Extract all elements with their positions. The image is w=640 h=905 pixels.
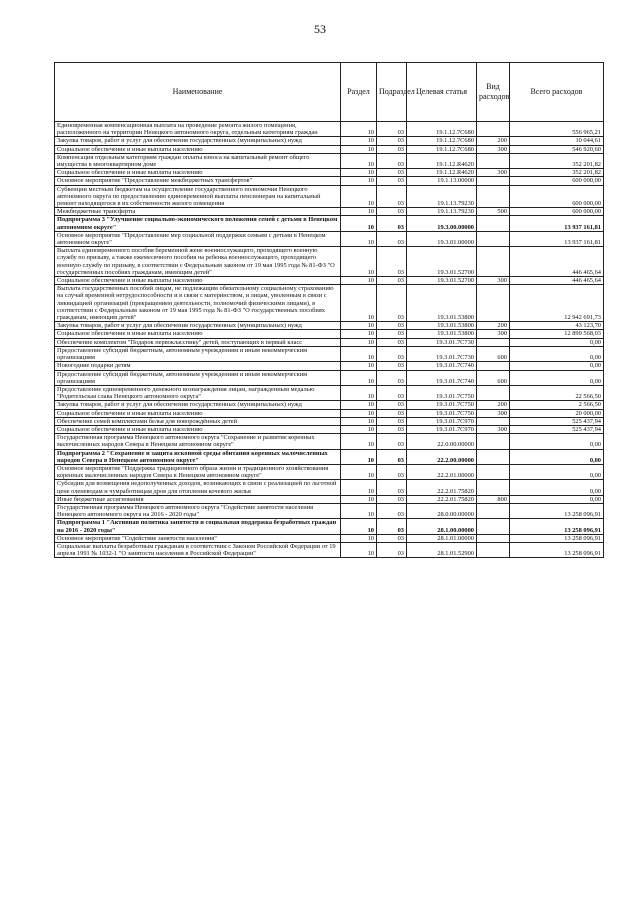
row-expense-type: 500: [477, 208, 510, 216]
row-section: 10: [341, 169, 377, 177]
row-section: 10: [341, 208, 377, 216]
row-name: Выплата единовременного пособия беременной жене военнослужащего, проходящего военную службу по призыву, а также ежемесячного пособия на ребенка военнослужащего, проходящего военную службу по призыву, в соответствии с Федеральным законом от 19 мая 1995 года № 81-ФЗ "О государственных пособиях гражданам, имеющим детей": [55, 247, 341, 277]
row-section: 10: [341, 247, 377, 277]
row-subsection: 03: [377, 346, 407, 361]
row-subsection: 03: [377, 480, 407, 495]
table-row: [55, 542, 604, 557]
row-subsection: 03: [377, 330, 407, 338]
row-name: Социальное обеспечение и иные выплаты населению: [55, 169, 341, 177]
row-section: 10: [341, 464, 377, 479]
row-total: 0,00: [510, 464, 604, 479]
row-section: 10: [341, 177, 377, 185]
row-target: 19.1.13.79230: [407, 208, 477, 216]
row-total: 600 000,00: [510, 177, 604, 185]
row-expense-type: [477, 385, 510, 400]
table-row: [55, 137, 604, 145]
table-row: [55, 285, 604, 322]
header-name: Наименование: [55, 63, 341, 122]
row-name: Субсидии для возмещения недополученных доходов, возникающих в связи с реализацией по льготной цене оленеводам и чумработницам дров для отопления кочевого жилья: [55, 480, 341, 495]
row-name: Закупка товаров, работ и услуг для обеспечения государственных (муниципальных) нужд: [55, 322, 341, 330]
row-target: 19.1.12.R4620: [407, 153, 477, 168]
row-expense-type: [477, 285, 510, 322]
row-target: 28.1.01.00000: [407, 534, 477, 542]
row-target: 19.3.01.52700: [407, 247, 477, 277]
table-body: [55, 122, 604, 558]
row-name: Основное мероприятие "Предоставление межбюджетных трансфертов": [55, 177, 341, 185]
row-subsection: 03: [377, 434, 407, 449]
row-target: 28.1.00.00000: [407, 519, 477, 534]
row-section: 10: [341, 322, 377, 330]
row-expense-type: 600: [477, 346, 510, 361]
row-expense-type: [477, 338, 510, 346]
row-target: 19.3.01.00000: [407, 231, 477, 246]
row-target: 19.3.01.53800: [407, 330, 477, 338]
row-name: Компенсация отдельным категориям граждан оплаты взноса на капитальный ремонт общего имущества в многоквартирном доме: [55, 153, 341, 168]
row-section: 10: [341, 434, 377, 449]
row-subsection: 03: [377, 401, 407, 409]
row-name: Социальные выплаты безработным гражданам в соответствии с Законом Российской Федерации от 19 апреля 1991 № 1032-1 "О занятости населения в Российской Федерации": [55, 542, 341, 557]
row-target: 19.1.12.7С680: [407, 137, 477, 145]
row-target: 19.1.12.7С680: [407, 145, 477, 153]
row-expense-type: 300: [477, 330, 510, 338]
row-subsection: 03: [377, 542, 407, 557]
row-name: Социальное обеспечение и иные выплаты населению: [55, 409, 341, 417]
row-section: 10: [341, 401, 377, 409]
row-target: 19.3.01.7С750: [407, 385, 477, 400]
table-row: [55, 370, 604, 385]
row-total: 546 920,60: [510, 145, 604, 153]
page-number: 53: [314, 22, 326, 36]
row-subsection: 03: [377, 425, 407, 433]
row-section: 10: [341, 137, 377, 145]
table-row: [55, 534, 604, 542]
row-section: 10: [341, 417, 377, 425]
row-expense-type: [477, 417, 510, 425]
row-target: 19.3.01.7С970: [407, 425, 477, 433]
row-name: Подпрограмма 2 "Сохранение и защита исконной среды обитания коренных малочисленных народов Севера в Ненецком автономном округе": [55, 449, 341, 464]
row-subsection: 03: [377, 177, 407, 185]
row-expense-type: [477, 464, 510, 479]
table-row: [55, 519, 604, 534]
row-total: 22 566,50: [510, 385, 604, 400]
row-total: 556 965,21: [510, 122, 604, 137]
row-section: 10: [341, 338, 377, 346]
row-subsection: 03: [377, 185, 407, 208]
row-name: Обеспечение комплектом "Подарок первокласснику" детей, поступающих в первый класс: [55, 338, 341, 346]
budget-table: [54, 62, 604, 558]
row-total: 13 258 096,91: [510, 503, 604, 518]
row-name: Обеспечение семей комплектами белья для новорождённых детей: [55, 417, 341, 425]
row-expense-type: [477, 185, 510, 208]
row-expense-type: 300: [477, 145, 510, 153]
row-section: 10: [341, 122, 377, 137]
row-expense-type: [477, 534, 510, 542]
row-section: 10: [341, 277, 377, 285]
table-row: [55, 330, 604, 338]
table-row: [55, 409, 604, 417]
row-subsection: 03: [377, 449, 407, 464]
row-expense-type: [477, 519, 510, 534]
row-name: Социальное обеспечение и иные выплаты населению: [55, 425, 341, 433]
row-total: 525 437,94: [510, 425, 604, 433]
table-row: [55, 216, 604, 231]
row-total: 0,00: [510, 370, 604, 385]
row-expense-type: 600: [477, 370, 510, 385]
row-target: 19.3.01.7С750: [407, 401, 477, 409]
row-total: 352 201,82: [510, 169, 604, 177]
row-total: 20 000,00: [510, 409, 604, 417]
table-row: [55, 277, 604, 285]
row-name: Новогодние подарки детям: [55, 362, 341, 370]
row-name: Закупка товаров, работ и услуг для обеспечения государственных (муниципальных) нужд: [55, 137, 341, 145]
row-section: 10: [341, 425, 377, 433]
table-row: [55, 346, 604, 361]
row-section: 10: [341, 153, 377, 168]
row-name: Подпрограмма 1 "Активная политика занятости и социальная поддержка безработных граждан на 2016 - 2020 годы": [55, 519, 341, 534]
row-total: 12 899 568,03: [510, 330, 604, 338]
row-name: Единовременная компенсационная выплата на проведение ремонта жилого помещения, расположенного на территории Ненецкого автономного округа, отдельным категориям граждан: [55, 122, 341, 137]
row-subsection: 03: [377, 122, 407, 137]
row-expense-type: [477, 122, 510, 137]
row-expense-type: [477, 362, 510, 370]
row-expense-type: 300: [477, 425, 510, 433]
row-total: 13 937 161,81: [510, 231, 604, 246]
table-header-row: [55, 63, 604, 122]
row-subsection: 03: [377, 338, 407, 346]
table-row: [55, 434, 604, 449]
row-subsection: 03: [377, 216, 407, 231]
row-section: 10: [341, 503, 377, 518]
row-section: 10: [341, 534, 377, 542]
row-name: Субвенции местным бюджетам на осуществление государственного полномочия Ненецкого автономного округа по предоставлению единовременной выплаты пенсионерам на капитальный ремонт находящегося в их собственности жилого помещения: [55, 185, 341, 208]
table-row: [55, 122, 604, 137]
row-target: 28.1.01.52900: [407, 542, 477, 557]
row-section: 10: [341, 330, 377, 338]
row-total: 10 044,61: [510, 137, 604, 145]
row-target: 22.2.00.00000: [407, 449, 477, 464]
row-total: 0,00: [510, 338, 604, 346]
row-total: 0,00: [510, 480, 604, 495]
table-row: [55, 464, 604, 479]
row-section: 10: [341, 542, 377, 557]
row-subsection: 03: [377, 417, 407, 425]
table-row: [55, 145, 604, 153]
row-total: 0,00: [510, 449, 604, 464]
row-section: 10: [341, 449, 377, 464]
row-section: 10: [341, 346, 377, 361]
row-section: 10: [341, 409, 377, 417]
row-total: 0,00: [510, 434, 604, 449]
row-section: 10: [341, 231, 377, 246]
row-target: 19.3.01.7С970: [407, 417, 477, 425]
row-total: 43 123,70: [510, 322, 604, 330]
row-expense-type: [477, 153, 510, 168]
row-total: 0,00: [510, 362, 604, 370]
row-subsection: 03: [377, 385, 407, 400]
row-section: 10: [341, 362, 377, 370]
row-expense-type: [477, 503, 510, 518]
row-section: 10: [341, 216, 377, 231]
row-target: 22.0.00.00000: [407, 434, 477, 449]
row-name: Предоставление субсидий бюджетным, автономным учреждениям и иным некоммерческим организациям: [55, 346, 341, 361]
row-subsection: 03: [377, 169, 407, 177]
row-total: 13 937 161,81: [510, 216, 604, 231]
table-row: [55, 169, 604, 177]
row-target: 19.3.01.7С750: [407, 409, 477, 417]
table-row: [55, 185, 604, 208]
row-subsection: 03: [377, 208, 407, 216]
table-row: [55, 247, 604, 277]
row-total: 12 942 691,73: [510, 285, 604, 322]
header-subsection: Подраздел: [377, 63, 407, 122]
row-name: Межбюджетные трансферты: [55, 208, 341, 216]
row-target: 19.3.00.00000: [407, 216, 477, 231]
row-subsection: 03: [377, 464, 407, 479]
row-subsection: 03: [377, 153, 407, 168]
row-target: 19.3.01.7С740: [407, 370, 477, 385]
row-expense-type: [477, 177, 510, 185]
row-target: 19.1.12.7С680: [407, 122, 477, 137]
row-expense-type: [477, 449, 510, 464]
row-total: 525 437,94: [510, 417, 604, 425]
row-section: 10: [341, 145, 377, 153]
row-expense-type: [477, 216, 510, 231]
row-section: 10: [341, 519, 377, 534]
row-total: 352 201,82: [510, 153, 604, 168]
row-expense-type: 300: [477, 169, 510, 177]
row-target: 19.1.12.R4620: [407, 169, 477, 177]
row-name: Иные бюджетные ассигнования: [55, 495, 341, 503]
row-target: 19.3.01.7С740: [407, 362, 477, 370]
header-section: Раздел: [341, 63, 377, 122]
row-subsection: 03: [377, 231, 407, 246]
row-total: 0,00: [510, 346, 604, 361]
row-subsection: 03: [377, 277, 407, 285]
row-subsection: 03: [377, 370, 407, 385]
row-name: Социальное обеспечение и иные выплаты населению: [55, 330, 341, 338]
row-name: Социальное обеспечение и иные выплаты населению: [55, 145, 341, 153]
row-subsection: 03: [377, 534, 407, 542]
row-target: 19.3.01.52700: [407, 277, 477, 285]
row-target: 19.1.13.79230: [407, 185, 477, 208]
row-subsection: 03: [377, 362, 407, 370]
row-section: 10: [341, 285, 377, 322]
row-total: 13 258 096,91: [510, 519, 604, 534]
table-row: [55, 385, 604, 400]
table-row: [55, 362, 604, 370]
row-target: 19.3.01.53800: [407, 322, 477, 330]
table-row: [55, 503, 604, 518]
row-total: 13 258 096,91: [510, 542, 604, 557]
row-name: Основное мероприятие "Поддержка традиционного образа жизни и традиционного хозяйствования коренных малочисленных народов Севера в Ненецком автономном округе": [55, 464, 341, 479]
table-row: [55, 177, 604, 185]
row-name: Закупка товаров, работ и услуг для обеспечения государственных (муниципальных) нужд: [55, 401, 341, 409]
row-expense-type: 200: [477, 322, 510, 330]
row-target: 28.0.00.00000: [407, 503, 477, 518]
row-section: 10: [341, 185, 377, 208]
row-total: 600 000,00: [510, 208, 604, 216]
table-row: [55, 495, 604, 503]
row-expense-type: 300: [477, 277, 510, 285]
row-name: Социальное обеспечение и иные выплаты населению: [55, 277, 341, 285]
header-target: Целевая статья: [407, 63, 477, 122]
row-total: 0,00: [510, 495, 604, 503]
table-row: [55, 401, 604, 409]
table-row: [55, 322, 604, 330]
row-name: Выплата государственных пособий лицам, не подлежащим обязательному социальному страхованию на случай временной нетрудоспособности и в связи с материнством, и лицам, уволенным в связи с ликвидацией организаций (прекращением деятельности, полномочий физическими лицами), в соответствии с Федеральным законом от 19 мая 1995 года № 81-ФЗ "О государственных пособиях гражданам, имеющим детей": [55, 285, 341, 322]
header-expense-type: Вид расходов: [477, 63, 510, 122]
row-target: 22.2.01.75820: [407, 480, 477, 495]
row-total: 2 566,50: [510, 401, 604, 409]
row-target: 22.2.01.75820: [407, 495, 477, 503]
row-expense-type: [477, 231, 510, 246]
table-row: [55, 449, 604, 464]
row-total: 446 465,64: [510, 247, 604, 277]
row-expense-type: 200: [477, 137, 510, 145]
row-total: 446 465,64: [510, 277, 604, 285]
row-name: Подпрограмма 3 "Улучшение социально-экономического положения семей с детьми в Ненецком автономном округе": [55, 216, 341, 231]
row-name: Предоставление единовременного денежного вознаграждения лицам, награжденным медалью "Родительская слава Ненецкого автономного округа": [55, 385, 341, 400]
row-name: Государственная программа Ненецкого автономного округа "Сохранение и развитие коренных малочисленных народов Севера в Ненецком автономном округе": [55, 434, 341, 449]
row-target: 19.1.13.00000: [407, 177, 477, 185]
table-row: [55, 417, 604, 425]
row-expense-type: 300: [477, 409, 510, 417]
row-target: 22.2.01.00000: [407, 464, 477, 479]
row-subsection: 03: [377, 503, 407, 518]
row-section: 10: [341, 385, 377, 400]
row-subsection: 03: [377, 137, 407, 145]
row-subsection: 03: [377, 495, 407, 503]
row-total: 13 258 096,91: [510, 534, 604, 542]
row-subsection: 03: [377, 519, 407, 534]
row-section: 10: [341, 370, 377, 385]
row-name: Основное мероприятие "Предоставление мер социальной поддержки семьям с детьми в Ненецком автономном округе": [55, 231, 341, 246]
row-target: 19.3.01.7С730: [407, 346, 477, 361]
row-target: 19.3.01.53800: [407, 285, 477, 322]
row-expense-type: [477, 434, 510, 449]
header-total: Всего расходов: [510, 63, 604, 122]
row-name: Государственная программа Ненецкого автономного округа "Содействие занятости населения Ненецкого автономного округа на 2016 - 2020 годы": [55, 503, 341, 518]
row-subsection: 03: [377, 145, 407, 153]
table-row: [55, 425, 604, 433]
row-total: 600 000,00: [510, 185, 604, 208]
table-row: [55, 480, 604, 495]
row-name: Основное мероприятие "Содействие занятости населения": [55, 534, 341, 542]
row-name: Предоставление субсидий бюджетным, автономным учреждениям и иным некоммерческим организациям: [55, 370, 341, 385]
row-section: 10: [341, 495, 377, 503]
table-row: [55, 208, 604, 216]
row-section: 10: [341, 480, 377, 495]
table-row: [55, 338, 604, 346]
row-subsection: 03: [377, 285, 407, 322]
row-expense-type: [477, 247, 510, 277]
row-expense-type: 200: [477, 401, 510, 409]
table-row: [55, 153, 604, 168]
row-target: 19.3.01.7С730: [407, 338, 477, 346]
row-subsection: 03: [377, 409, 407, 417]
row-subsection: 03: [377, 247, 407, 277]
row-expense-type: 800: [477, 495, 510, 503]
row-subsection: 03: [377, 322, 407, 330]
row-expense-type: [477, 542, 510, 557]
row-expense-type: [477, 480, 510, 495]
table-row: [55, 231, 604, 246]
